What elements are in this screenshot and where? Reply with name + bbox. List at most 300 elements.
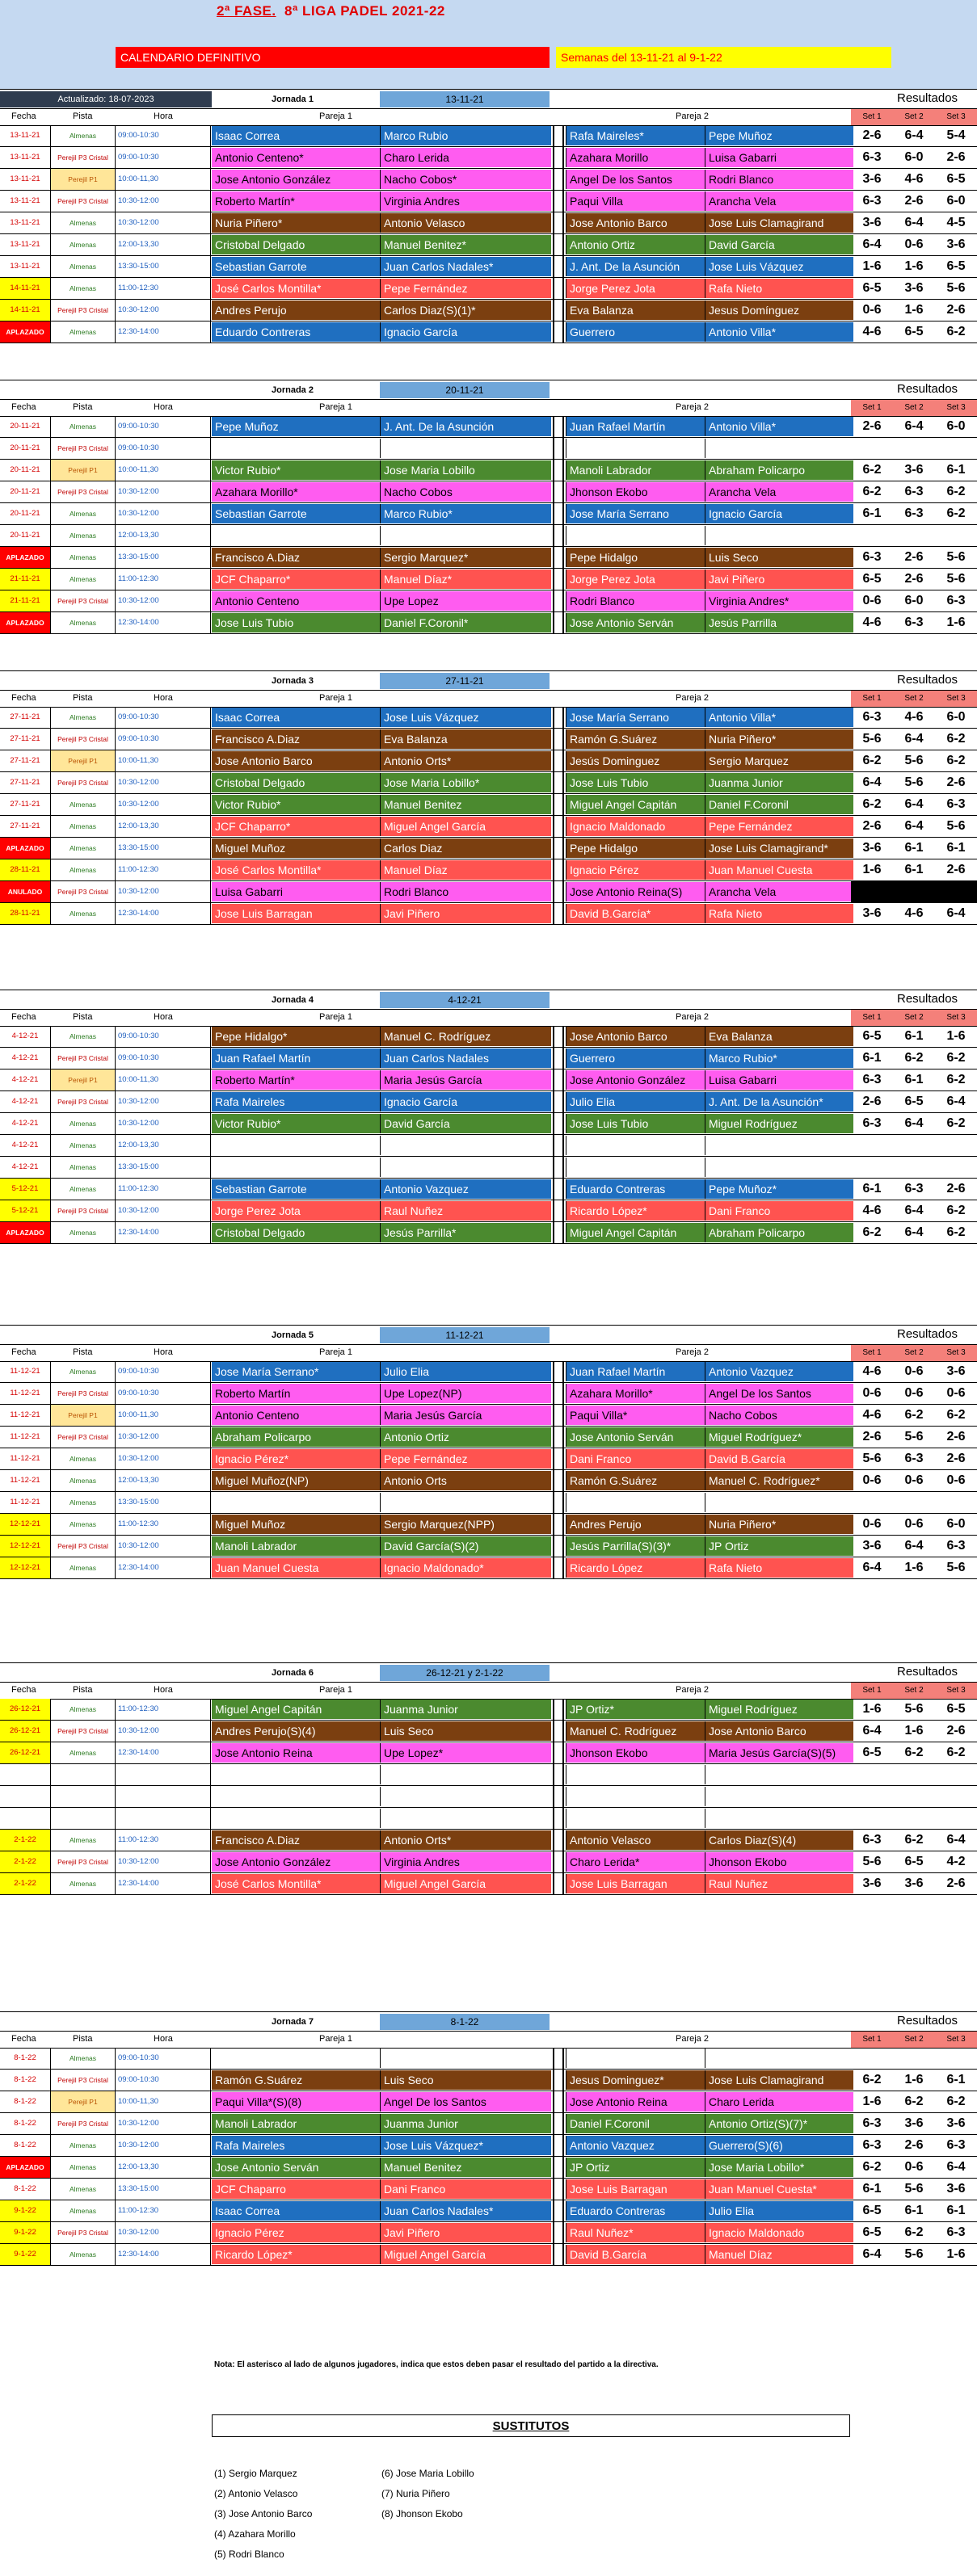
pair2-player2 xyxy=(705,526,853,545)
pair2-player2: JP Ortiz xyxy=(705,1536,853,1556)
set1-score: 1-6 xyxy=(862,259,882,273)
match-row xyxy=(0,2179,977,2200)
set3-score: 1-6 xyxy=(946,616,966,629)
pair2-player1: Jose Antonio Barco xyxy=(566,213,705,233)
match-date: 13-11-21 xyxy=(0,125,51,146)
pair1-player1: Manoli Labrador xyxy=(212,1536,380,1556)
pair2-player1: Ramón G.Suárez xyxy=(566,729,705,749)
pair1-player1: Victor Rubio* xyxy=(212,460,380,480)
pair2-player2: Luisa Gabarri xyxy=(705,1070,853,1090)
pair2-player1 xyxy=(566,439,705,458)
set1-score: 5-6 xyxy=(862,732,882,746)
match-time: 09:00-10:30 xyxy=(116,125,211,146)
pair-separator xyxy=(553,1721,564,1742)
match-row xyxy=(0,191,977,212)
pair2-player2: Jesús Parrilla xyxy=(705,613,853,632)
set3-score: 6-0 xyxy=(946,710,966,724)
match-row xyxy=(0,1405,977,1427)
match-time xyxy=(116,1808,211,1829)
pair1-player2: Manuel Díaz* xyxy=(380,569,551,589)
match-row xyxy=(0,1427,977,1448)
pair-separator xyxy=(553,525,564,546)
set3-score: 6-4 xyxy=(946,906,966,920)
pair1-player2: Miguel Angel García xyxy=(380,1874,551,1893)
pair-separator xyxy=(553,1383,564,1404)
match-time: 10:30-12:00 xyxy=(116,1427,211,1448)
pair2-player2 xyxy=(705,2049,853,2068)
pair2-player2: Miguel Rodríguez xyxy=(705,1700,853,1719)
pair1-player1: JCF Chaparro xyxy=(212,2179,380,2199)
set3-score: 6-2 xyxy=(946,325,966,338)
pair1-player2: Rodri Blanco xyxy=(380,882,551,901)
pair1-player1: Juan Rafael Martín xyxy=(212,1048,380,1068)
match-court: Perejil P1 xyxy=(51,1069,116,1090)
match-date: APLAZADO xyxy=(0,321,51,342)
match-row xyxy=(0,707,977,729)
jornada-date: 8-1-22 xyxy=(380,2014,550,2030)
pair2-player2: Arancha Vela xyxy=(705,191,853,211)
match-court: Almenas xyxy=(51,1742,116,1763)
set3-score: 6-1 xyxy=(946,463,966,477)
set2-score xyxy=(893,1135,935,1156)
cancelled-result xyxy=(851,881,977,902)
col-set3: Set 3 xyxy=(935,109,977,125)
pair2-player2 xyxy=(705,1809,853,1828)
jornada-date: 20-11-21 xyxy=(380,382,550,398)
pair1-player2: Sergio Marquez* xyxy=(380,548,551,567)
pair1-player2: Manuel Benitez xyxy=(380,795,551,814)
pair-separator xyxy=(553,2113,564,2134)
match-date: 21-11-21 xyxy=(0,590,51,611)
pair-separator xyxy=(553,1069,564,1090)
col-pareja1: Pareja 1 xyxy=(319,2034,352,2044)
pair2-player1: Antonio Vazquez xyxy=(566,2136,705,2155)
match-court: Almenas xyxy=(51,2135,116,2156)
pair2-player2: Jose Luis Clamagirand* xyxy=(705,838,853,858)
match-time: 10:30-12:00 xyxy=(116,772,211,793)
match-row xyxy=(0,1742,977,1764)
pair1-player1: Nuria Piñero* xyxy=(212,213,380,233)
set3-score: 6-5 xyxy=(946,259,966,273)
match-date: 27-11-21 xyxy=(0,772,51,793)
set1-score: 0-6 xyxy=(862,1386,882,1400)
match-row xyxy=(0,1026,977,1048)
updated-label: Actualizado: 18-07-2023 xyxy=(0,91,212,107)
pair-separator xyxy=(553,278,564,299)
match-time: 09:00-10:30 xyxy=(116,416,211,437)
pair1-player2: Nacho Cobos* xyxy=(380,170,551,189)
pair1-player2: Ignacio García xyxy=(380,1092,551,1112)
set2-score: 6-5 xyxy=(904,325,924,338)
set2-score: 0-6 xyxy=(904,2160,924,2174)
match-date: 26-12-21 xyxy=(0,1721,51,1742)
set2-score: 1-6 xyxy=(904,1724,924,1738)
pair1-player1: Manoli Labrador xyxy=(212,2114,380,2133)
set2-score: 6-4 xyxy=(904,1225,924,1239)
set1-score: 0-6 xyxy=(862,1473,882,1487)
pair1-player2: Raul Nuñez xyxy=(380,1201,551,1221)
pair2-player1: Ignacio Maldonado xyxy=(566,817,705,836)
col-set2: Set 2 xyxy=(893,400,935,416)
set1-score xyxy=(851,525,893,546)
sustituto-item: (2) Antonio Velasco xyxy=(214,2488,298,2499)
pair1-player2: Antonio Velasco xyxy=(380,213,551,233)
match-time: 10:30-12:00 xyxy=(116,503,211,524)
set3-score: 6-2 xyxy=(946,506,966,520)
col-fecha: Fecha xyxy=(11,1347,36,1357)
set3-score: 6-2 xyxy=(946,1225,966,1239)
match-date: 13-11-21 xyxy=(0,147,51,168)
match-date: 9-1-22 xyxy=(0,2222,51,2243)
set2-score: 5-6 xyxy=(904,754,924,767)
pair1-player2: Manuel Benitez xyxy=(380,2158,551,2177)
pair2-player1: Jorge Perez Jota xyxy=(566,279,705,298)
match-court: Almenas xyxy=(51,1157,116,1178)
set3-score: 6-3 xyxy=(946,797,966,811)
set1-score: 6-2 xyxy=(862,485,882,498)
pair2-player2: Rafa Nieto xyxy=(705,904,853,923)
pair1-player1: Andres Perujo(S)(4) xyxy=(212,1721,380,1741)
pair1-player1 xyxy=(212,1765,380,1784)
match-time: 09:00-10:30 xyxy=(116,1383,211,1404)
match-court: Almenas xyxy=(51,2048,116,2069)
pair2-player2: Antonio Villa* xyxy=(705,322,853,342)
set1-score: 1-6 xyxy=(862,1702,882,1716)
set3-score: 6-2 xyxy=(946,754,966,767)
pair1-player2: Juan Carlos Nadales xyxy=(380,1048,551,1068)
match-time: 10:30-12:00 xyxy=(116,881,211,902)
match-court: Almenas xyxy=(51,794,116,815)
set3-score: 6-3 xyxy=(946,594,966,607)
col-hora: Hora xyxy=(154,1685,173,1695)
match-court: Almenas xyxy=(51,212,116,233)
match-court: Perejil P3 Cristal xyxy=(51,729,116,750)
match-time: 10:30-12:00 xyxy=(116,481,211,502)
set1-score: 4-6 xyxy=(862,1408,882,1422)
match-time: 11:00-12:30 xyxy=(116,859,211,880)
set1-score xyxy=(851,1786,893,1807)
match-date: 13-11-21 xyxy=(0,169,51,190)
set3-score: 6-3 xyxy=(946,1539,966,1553)
pair1-player1: Sebastian Garrote xyxy=(212,257,380,276)
col-set1: Set 1 xyxy=(851,691,893,707)
set2-score: 2-6 xyxy=(904,572,924,586)
set2-score: 6-0 xyxy=(904,150,924,164)
resultados-label: Resultados xyxy=(897,2014,958,2028)
match-court: Perejil P3 Cristal xyxy=(51,481,116,502)
liga-title: 8ª LIGA PADEL 2021-22 xyxy=(284,3,445,19)
pair2-player1: Charo Lerida* xyxy=(566,1852,705,1872)
pair-separator xyxy=(553,191,564,212)
pair1-player2: Antonio Vazquez xyxy=(380,1179,551,1199)
pair1-player2: Miguel Angel García xyxy=(380,2245,551,2264)
pair2-player1: Juan Rafael Martín xyxy=(566,417,705,436)
col-set1: Set 1 xyxy=(851,400,893,416)
pair1-player2: Carlos Diaz(S)(1)* xyxy=(380,300,551,320)
pair2-player2 xyxy=(705,1765,853,1784)
pair-separator xyxy=(553,2135,564,2156)
match-court: Perejil P1 xyxy=(51,2091,116,2112)
set3-score: 6-5 xyxy=(946,172,966,186)
match-date: 27-11-21 xyxy=(0,794,51,815)
pair1-player1: Jose Antonio González xyxy=(212,1852,380,1872)
match-date: 13-11-21 xyxy=(0,212,51,233)
match-row xyxy=(0,2244,977,2266)
col-pareja2: Pareja 2 xyxy=(676,2034,709,2044)
set2-score xyxy=(893,1808,935,1829)
set3-score: 6-3 xyxy=(946,2138,966,2152)
set2-score: 6-2 xyxy=(904,2095,924,2108)
pair1-player2 xyxy=(380,1809,551,1828)
pair2-player2: Juan Manuel Cuesta xyxy=(705,860,853,880)
match-court: Perejil P3 Cristal xyxy=(51,1851,116,1872)
pair2-player2: Pepe Fernández xyxy=(705,817,853,836)
match-time: 12:00-13,30 xyxy=(116,525,211,546)
pair1-player2: Maria Jesús García xyxy=(380,1406,551,1425)
set3-score xyxy=(935,1135,977,1156)
set3-score: 2-6 xyxy=(946,303,966,317)
pair-separator xyxy=(553,503,564,524)
set3-score: 6-4 xyxy=(946,1833,966,1847)
col-set2: Set 2 xyxy=(893,109,935,125)
match-court: Perejil P1 xyxy=(51,750,116,771)
match-date xyxy=(0,1786,51,1807)
pair2-player1: Jose Antonio Serván xyxy=(566,613,705,632)
set1-score: 6-3 xyxy=(862,150,882,164)
match-row xyxy=(0,503,977,525)
pair2-player1 xyxy=(566,526,705,545)
set1-score: 2-6 xyxy=(862,1095,882,1108)
set2-score: 1-6 xyxy=(904,1561,924,1574)
set3-score: 3-6 xyxy=(946,2182,966,2196)
match-row xyxy=(0,1514,977,1536)
pair1-player1: Jose Antonio Barco xyxy=(212,751,380,771)
match-row xyxy=(0,2113,977,2135)
pair2-player1: David B.García* xyxy=(566,904,705,923)
set3-score xyxy=(935,1808,977,1829)
set2-score: 2-6 xyxy=(904,550,924,564)
set2-score: 0-6 xyxy=(904,1386,924,1400)
set1-score: 6-2 xyxy=(862,2073,882,2086)
match-time: 10:00-11,30 xyxy=(116,460,211,481)
col-pista: Pista xyxy=(73,1685,93,1695)
pair2-player2: Maria Jesús García(S)(5) xyxy=(705,1743,853,1763)
pair2-player2: Miguel Rodríguez xyxy=(705,1114,853,1133)
col-pareja1: Pareja 1 xyxy=(319,402,352,412)
pair2-player2: Sergio Marquez xyxy=(705,751,853,771)
match-row xyxy=(0,1808,977,1830)
pair1-player1: Ricardo López* xyxy=(212,2245,380,2264)
pair2-player2: Jose Luis Clamagirand xyxy=(705,2070,853,2090)
match-court: Perejil P3 Cristal xyxy=(51,2070,116,2091)
match-court: Almenas xyxy=(51,1026,116,1047)
pair2-player1: Jose Antonio Serván xyxy=(566,1427,705,1447)
set2-score: 6-4 xyxy=(904,1116,924,1130)
pair1-player1: Jose Antonio González xyxy=(212,170,380,189)
col-hora: Hora xyxy=(154,2034,173,2044)
match-row xyxy=(0,1069,977,1091)
match-court: Almenas xyxy=(51,1179,116,1200)
pair-separator xyxy=(553,590,564,611)
pair1-player2: Jose Maria Lobillo xyxy=(380,460,551,480)
match-date: 11-12-21 xyxy=(0,1427,51,1448)
col-set3: Set 3 xyxy=(935,2032,977,2048)
pair-separator xyxy=(553,1514,564,1535)
pair2-player1: Jesús Dominguez xyxy=(566,751,705,771)
set2-score: 4-6 xyxy=(904,172,924,186)
jornada-title-bar xyxy=(0,380,977,400)
col-hora: Hora xyxy=(154,1347,173,1357)
set1-score: 6-2 xyxy=(862,1225,882,1239)
set1-score: 6-3 xyxy=(862,1073,882,1086)
match-time: 09:00-10:30 xyxy=(116,1048,211,1069)
match-time: 10:00-11,30 xyxy=(116,2091,211,2112)
match-court: Almenas xyxy=(51,1514,116,1535)
match-date: 27-11-21 xyxy=(0,729,51,750)
col-set3: Set 3 xyxy=(935,400,977,416)
match-date: 4-12-21 xyxy=(0,1048,51,1069)
match-date: 28-11-21 xyxy=(0,859,51,880)
pair2-player2: David B.García xyxy=(705,1449,853,1469)
pair2-player2: Antonio Ortiz(S)(7)* xyxy=(705,2114,853,2133)
match-date: 26-12-21 xyxy=(0,1699,51,1720)
set2-score: 6-1 xyxy=(904,1029,924,1043)
match-time: 11:00-12:30 xyxy=(116,278,211,299)
pair-separator xyxy=(553,1405,564,1426)
match-date: 28-11-21 xyxy=(0,903,51,924)
match-time: 12:30-14:00 xyxy=(116,1222,211,1243)
set2-score: 6-2 xyxy=(904,1408,924,1422)
match-court: Perejil P3 Cristal xyxy=(51,772,116,793)
set1-score: 6-3 xyxy=(862,2138,882,2152)
pair1-player2: Upe Lopez* xyxy=(380,1743,551,1763)
col-set3: Set 3 xyxy=(935,1683,977,1699)
pair-separator xyxy=(553,547,564,568)
sustituto-item: (7) Nuria Piñero xyxy=(381,2488,450,2499)
pair1-player1 xyxy=(212,526,380,545)
pair1-player2: Juan Carlos Nadales* xyxy=(380,257,551,276)
pair2-player1 xyxy=(566,1136,705,1155)
match-row xyxy=(0,816,977,838)
pair-separator xyxy=(553,1448,564,1469)
match-court xyxy=(51,1786,116,1807)
match-time: 13:30-15:00 xyxy=(116,838,211,859)
pair1-player1: José Carlos Montilla* xyxy=(212,1874,380,1893)
pair2-player1: Jose Antonio Reina(S) xyxy=(566,882,705,901)
set1-score: 0-6 xyxy=(862,303,882,317)
set1-score: 2-6 xyxy=(862,128,882,142)
pair1-player2: Jose Luis Vázquez xyxy=(380,708,551,727)
pair2-player2: Marco Rubio* xyxy=(705,1048,853,1068)
match-time: 10:30-12:00 xyxy=(116,590,211,611)
set3-score: 6-1 xyxy=(946,841,966,855)
match-court: Almenas xyxy=(51,1470,116,1491)
pair2-player1: Angel De los Santos xyxy=(566,170,705,189)
set3-score: 4-5 xyxy=(946,216,966,229)
match-time: 11:00-12:30 xyxy=(116,1514,211,1535)
match-court: Almenas xyxy=(51,816,116,837)
set2-score: 4-6 xyxy=(904,710,924,724)
match-court: Perejil P3 Cristal xyxy=(51,1721,116,1742)
col-pareja1: Pareja 1 xyxy=(319,111,352,121)
match-court: Almenas xyxy=(51,256,116,277)
pair1-player1: Azahara Morillo* xyxy=(212,482,380,502)
pair2-player2: Manuel Díaz xyxy=(705,2245,853,2264)
set3-score: 2-6 xyxy=(946,863,966,876)
set3-score: 6-2 xyxy=(946,732,966,746)
match-row xyxy=(0,1536,977,1557)
pair2-player2: David García xyxy=(705,235,853,254)
pair2-player2: Antonio Vazquez xyxy=(705,1362,853,1381)
match-date: 11-12-21 xyxy=(0,1470,51,1491)
pair2-player1 xyxy=(566,1809,705,1828)
match-court: Almenas xyxy=(51,1113,116,1134)
set1-score: 5-6 xyxy=(862,1452,882,1465)
set1-score: 6-5 xyxy=(862,1029,882,1043)
match-date: 12-12-21 xyxy=(0,1536,51,1557)
set1-score: 4-6 xyxy=(862,1204,882,1217)
pair-separator xyxy=(553,1786,564,1807)
match-row xyxy=(0,2222,977,2244)
pair2-player1: Eduardo Contreras xyxy=(566,2201,705,2221)
match-time: 12:00-13,30 xyxy=(116,1470,211,1491)
pair2-player1: Miguel Angel Capitán xyxy=(566,795,705,814)
pair-separator xyxy=(553,903,564,924)
pair-separator xyxy=(553,772,564,793)
set3-score xyxy=(935,2048,977,2069)
set2-score: 6-0 xyxy=(904,594,924,607)
pair1-player1: Eduardo Contreras xyxy=(212,322,380,342)
pair-separator xyxy=(553,1091,564,1112)
pair-separator xyxy=(553,1492,564,1513)
match-time: 10:00-11,30 xyxy=(116,1405,211,1426)
pair1-player2: Luis Seco xyxy=(380,2070,551,2090)
match-date: 4-12-21 xyxy=(0,1113,51,1134)
pair1-player1 xyxy=(212,1136,380,1155)
pair1-player2: Angel De los Santos xyxy=(380,2092,551,2112)
set1-score: 6-2 xyxy=(862,797,882,811)
match-time: 12:30-14:00 xyxy=(116,321,211,342)
set1-score xyxy=(851,1764,893,1785)
pair2-player2: Javi Piñero xyxy=(705,569,853,589)
pair1-player1: Miguel Muñoz xyxy=(212,1515,380,1534)
pair1-player1: Roberto Martín xyxy=(212,1384,380,1403)
set2-score: 0-6 xyxy=(904,1364,924,1378)
match-court: Almenas xyxy=(51,1699,116,1720)
pair2-player2: Angel De los Santos xyxy=(705,1384,853,1403)
pair1-player2 xyxy=(380,1493,551,1512)
pair2-player1: Jose María Serrano xyxy=(566,504,705,523)
pair1-player2 xyxy=(380,439,551,458)
set3-score: 5-6 xyxy=(946,1561,966,1574)
set3-score: 6-1 xyxy=(946,2073,966,2086)
pair-separator xyxy=(553,750,564,771)
pair2-player1: JP Ortiz* xyxy=(566,1700,705,1719)
set3-score: 6-0 xyxy=(946,419,966,433)
pair-separator xyxy=(553,838,564,859)
col-set1: Set 1 xyxy=(851,1683,893,1699)
pair2-player1: Ricardo López* xyxy=(566,1201,705,1221)
jornada-label: Jornada 3 xyxy=(272,676,314,686)
match-row xyxy=(0,1851,977,1873)
set1-score: 6-1 xyxy=(862,1182,882,1196)
match-time: 12:30-14:00 xyxy=(116,903,211,924)
pair1-player1: Sebastian Garrote xyxy=(212,504,380,523)
pair2-player1: Rodri Blanco xyxy=(566,591,705,611)
pair-separator xyxy=(553,1470,564,1491)
set2-score: 6-3 xyxy=(904,506,924,520)
match-row xyxy=(0,1470,977,1492)
